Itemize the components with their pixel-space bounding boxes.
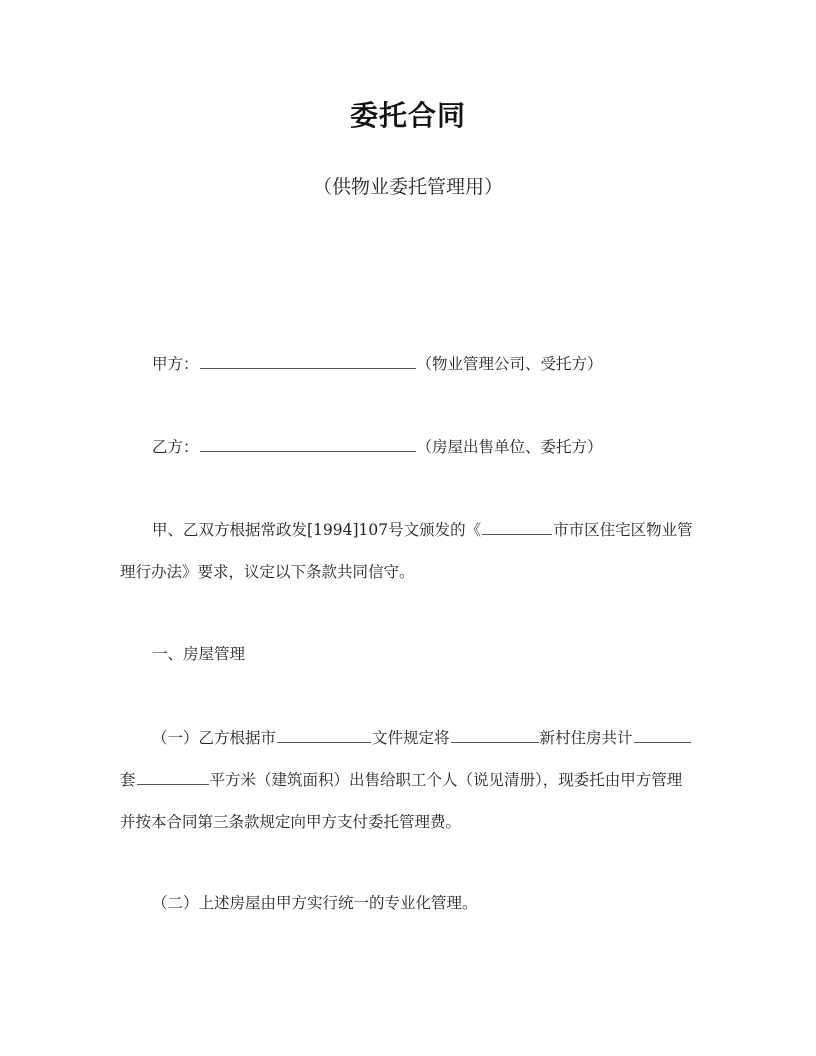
party-b-label: 乙方： [152,438,199,456]
clause-1-text-2: 文件规定将 [372,729,450,747]
clause-1-line-3: 并按本合同第三条款规定向甲方支付委托管理费。 [120,813,462,831]
village-name-field[interactable] [451,726,539,743]
clause-1-line-2 [120,768,682,791]
party-a-line [152,352,603,375]
document-title: 委托合同 [349,99,466,132]
city-field[interactable] [482,518,552,535]
preamble-line-1 [152,518,693,541]
party-a-note: （物业管理公司、受托方） [416,355,603,373]
party-b-note: （房屋出售单位、委托方） [416,438,603,456]
clause-2: （二）上述房屋由甲方实行统一的专业化管理。 [152,894,478,912]
party-a-label: 甲方： [152,355,199,373]
party-b-line [152,435,603,458]
clause-1-text-3: 新村住房共计 [539,729,633,747]
preamble-text-1: 甲、乙双方根据常政发[1994]107号文颁发的《 [152,521,482,539]
clause-1-text-4: 套 [120,771,136,789]
document-subtitle: （供物业委托管理用） [312,176,503,198]
clause-1-text-5: 平方米（建筑面积）出售给职工个人（说见清册），现委托由甲方管理 [209,771,683,789]
section-1-heading: 一、房屋管理 [152,645,246,663]
unit-count-field[interactable] [634,726,691,743]
area-field[interactable] [137,768,209,785]
party-b-field[interactable] [200,435,416,452]
preamble-line-2: 理行办法》要求，议定以下条款共同信守。 [120,563,415,581]
clause-1-line-1 [152,726,692,749]
document-number-field[interactable] [277,726,371,743]
party-a-field[interactable] [200,352,416,369]
clause-1-text-1: （一）乙方根据市 [152,729,277,747]
preamble-text-2: 市市区住宅区物业管 [553,521,693,539]
